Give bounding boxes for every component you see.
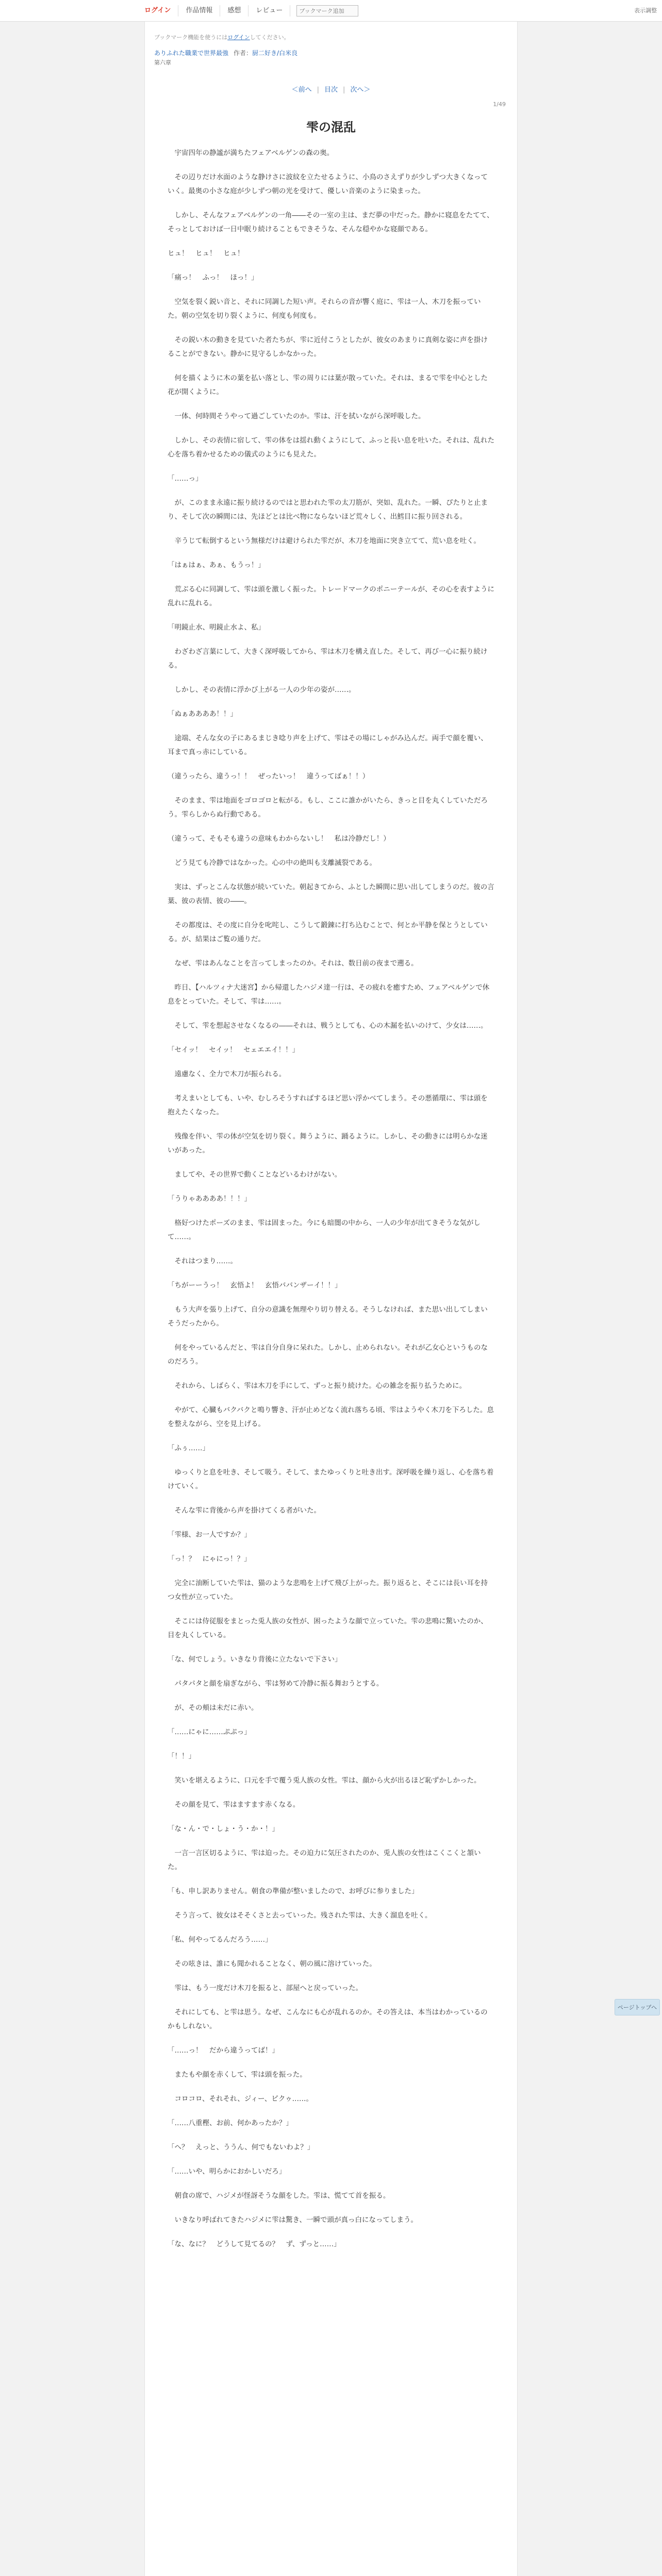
novel-paragraph: 「……っ」 <box>168 474 203 483</box>
next-link[interactable]: 次へ＞ <box>350 86 371 94</box>
novel-paragraph: 「はぁはぁ、あぁ、もうっ！」 <box>168 561 265 569</box>
novel-paragraph: いきなり呼ばれてきたハジメに雫は驚き、一瞬で頭が真っ白になってしまう。 <box>168 2216 418 2224</box>
novel-paragraph: なぜ、雫はあんなことを言ってしまったのか。それは、数日前の夜まで遡る。 <box>168 959 418 968</box>
novel-paragraph: そこには侍従服をまとった兎人族の女性が、困ったような顔で立っていた。雫の悲鳴に驚いたのか、目を丸くしている。 <box>168 1617 488 1639</box>
novel-paragraph: 遠慮なく、全力で木刀が振られる。 <box>168 1070 286 1078</box>
nav-link-review[interactable]: レビュー <box>249 5 290 16</box>
bookmark-input[interactable] <box>299 8 351 14</box>
novel-paragraph: が、その頬は未だに赤い。 <box>168 1704 258 1712</box>
novel-paragraph: ゆっくりと息を吐き、そして吸う。そして、またゆっくりと吐き出す。深呼吸を繰り返し、心を落ち着けていく。 <box>168 1468 494 1490</box>
novel-paragraph: 「ぬぁああああ！！」 <box>168 710 237 718</box>
novel-paragraph: ましてや、その世界で動くことなどいるわけがない。 <box>168 1171 342 1179</box>
novel-paragraph: もう大声を張り上げて、自分の意識を無理やり切り替える。そうしなければ、また思い出してしまいそうだったから。 <box>168 1306 488 1328</box>
novel-paragraph: その鋭い木の動きを見ていた者たちが、雫に近付こうとしたが、彼女のあまりに真剣な姿に声を掛けることができない。静かに見守るしかなかった。 <box>168 336 488 358</box>
bookmark-notice <box>145 22 517 44</box>
author-label: 作者： <box>234 49 253 57</box>
novel-paragraph: 格好つけたポーズのまま、雫は固まった。今にも暗闇の中から、一人の少年が出てきそうな気がして……。 <box>168 1219 481 1241</box>
novel-paragraph: 実は、ずっとこんな状態が続いていた。朝起きてから、ふとした瞬間に思い出してしまうのだ。彼の言葉、彼の表情、彼の――。 <box>168 883 494 905</box>
novel-paragraph: その呟きは、誰にも聞かれることなく、朝の風に溶けていった。 <box>168 1960 376 1968</box>
novel-paragraph: 「な・ん・で・しょ・う・か・！」 <box>168 1825 279 1833</box>
novel-paragraph: その辺りだけ水面のような静けさに波紋を立たせるように、小鳥のさえずりが少しずつ大きくなっていく。最奥の小さな庭が少しずつ朝の光を受けて、優しい音楽のように染まった。 <box>168 173 488 195</box>
novel-paragraph: 「明鏡止水、明鏡止水よ、私」 <box>168 623 265 632</box>
novel-paragraph: （違うって、そもそも違うの意味もわからないし！ 私は冷静だし！） <box>168 835 390 843</box>
series-header <box>145 44 517 57</box>
chapter-label: 第六章 <box>154 59 171 66</box>
novel-paragraph: 「！！」 <box>168 1752 195 1760</box>
episode-count: 1/49 <box>493 101 506 108</box>
prev-link[interactable]: ＜前へ <box>291 86 312 94</box>
nav-link-info[interactable]: 作品情報 <box>178 5 220 16</box>
novel-paragraph: そのまま、雫は地面をゴロゴロと転がる。もし、ここに誰かがいたら、きっと目を丸くしていただろう。雫らしからぬ行動である。 <box>168 796 488 819</box>
novel-paragraph: 「ふぅ……」 <box>168 1444 209 1452</box>
novel-paragraph: が、このまま永遠に振り続けるのではと思われた雫の太刀筋が、突如、乱れた。一瞬、ぴたりと止まり、そして次の瞬間には、先ほどとは比べ物にならないほど荒々しく、出鱈目に振り回される。 <box>168 499 488 521</box>
toc-link[interactable]: 目次 <box>324 86 338 94</box>
novel-paragraph: 昨日、【ハルツィナ大迷宮】から帰還したハジメ達一行は、その疲れを癒すため、フェアベルゲンで休息をとっていた。そして、雫は……。 <box>168 984 490 1006</box>
notice-prefix: ブックマーク機能を使うには <box>154 34 228 41</box>
novel-paragraph: 何を描くように木の葉を払い落とし、雫の周りには葉が散っていた。それは、まるで雫を中心とした花が開くように。 <box>168 374 488 396</box>
novel-paragraph: 雫は、もう一度だけ木刀を振ると、部屋へと戻っていった。 <box>168 1984 362 1992</box>
novel-paragraph: 完全に油断していた雫は、猫のような悲鳴を上げて飛び上がった。振り返ると、そこには長い耳を持つ女性が立っていた。 <box>168 1579 488 1601</box>
novel-paragraph: 「っ！？ にゃにっ！？」 <box>168 1555 251 1563</box>
novel-paragraph: またもや顔を赤くして、雫は頭を振った。 <box>168 2071 307 2079</box>
novel-body <box>145 135 517 2251</box>
novel-paragraph: その都度は、その度に自分を叱咤し、こうして鍛錬に打ち込むことで、何とか平静を保とうとしている。が、結果はご覧の通りだ。 <box>168 921 488 943</box>
nav-link-impressions[interactable]: 感想 <box>220 5 249 16</box>
notice-login-link[interactable]: ログイン <box>227 34 250 41</box>
novel-paragraph: 「……八重樫、お前、何かあったか？」 <box>168 2119 293 2127</box>
bookmark-box[interactable] <box>296 5 358 16</box>
novel-paragraph: そして、雫を想起させなくなるの――それは、戦うとしても、心の木漏を払いのけて、少女は……。 <box>168 1022 488 1030</box>
novel-paragraph: （違うったら、違うっ！！ ぜったいっ！ 違うってばぁ！！） <box>168 772 370 781</box>
login-link[interactable]: ログイン <box>144 5 178 16</box>
novel-paragraph: 「セイッ！ セイッ！ セェエエイ！！」 <box>168 1046 300 1054</box>
novel-paragraph: 「へ？ えっと、ううん、何でもないわよ？」 <box>168 2143 315 2151</box>
novel-paragraph: 「痛っ！ ふっ！ ほっ！」 <box>168 274 258 282</box>
episode-title: 雫の混乱 <box>306 120 356 134</box>
author-link[interactable]: 厨二好き/白米良 <box>252 49 298 57</box>
pager <box>145 84 517 94</box>
novel-paragraph: どう見ても冷静ではなかった。心の中の絶叫も支離滅裂である。 <box>168 859 376 867</box>
novel-paragraph: 「……っ！ だから違うってば！」 <box>168 2046 279 2055</box>
novel-paragraph: パタパタと顔を扇ぎながら、雫は努めて冷静に振る舞おうとする。 <box>168 1680 384 1688</box>
novel-paragraph: しかし、その表情に宿して、雫の体をは揺れ動くようにして、ふっと長い息を吐いた。それは、乱れた心を落ち着かせるための儀式のようにも見えた。 <box>168 436 494 459</box>
novel-paragraph: 笑いを堪えるように、口元を手で覆う兎人族の女性。雫は、顔から火が出るほど恥ずかしかった。 <box>168 1776 481 1785</box>
novel-paragraph: やがて、心臓もバクバクと鳴り響き、汗が止めどなく流れ落ちる頃、雫はようやく木刀を下ろした。息を整えながら、空を見上げる。 <box>168 1406 494 1428</box>
novel-paragraph: 「も、申し訳ありません。朝食の準備が整いましたので、お呼びに参りました」 <box>168 1887 419 1895</box>
novel-paragraph: 荒ぶる心に同調して、雫は頭を激しく振った。トレードマークのポニーテールが、その心を表すように乱れに乱れる。 <box>168 585 494 607</box>
novel-paragraph: 宇宙四年の静謐が満ちたフェアベルゲンの森の奥。 <box>168 149 334 157</box>
novel-paragraph: 残像を伴い、雫の体が空気を切り裂く。舞うように、踊るように。しかし、その動きには明らかな迷いがあった。 <box>168 1132 488 1155</box>
notice-suffix: してください。 <box>250 34 290 41</box>
novel-paragraph: 空気を裂く鋭い音と、それに同調した短い声。それらの音が響く庭に、雫は一人、木刀を振っていた。朝の空気を切り裂くように、何度も何度も。 <box>168 298 481 320</box>
pager-separator: | <box>343 86 345 94</box>
novel-paragraph: 「ちがーーうっ！ 玄悟よ！ 玄悟ババンザーイ！！」 <box>168 1281 342 1290</box>
top-nav <box>144 5 358 16</box>
novel-paragraph: しかし、そんなフェアベルゲンの一角――その一室の主は、まだ夢の中だった。静かに寝息をたてて、そっとしておけば一日中眠り続けることもできそうな、そんな穏やかな寝顔である。 <box>168 211 494 233</box>
novel-paragraph: 一言一言区切るように、雫は迫った。その迫力に気圧されたのか、兎人族の女性はこくこくと頷いた。 <box>168 1849 481 1871</box>
novel-paragraph: 朝食の席で、ハジメが怪訝そうな顔をした。雫は、慌てて首を振る。 <box>168 2192 390 2200</box>
novel-paragraph: そう言って、彼女はそそくさと去っていった。残された雫は、大きく溜息を吐く。 <box>168 1911 432 1920</box>
novel-paragraph: 「……にゃに……ぷぷっ」 <box>168 1728 251 1736</box>
pager-separator: | <box>317 86 319 94</box>
novel-paragraph: ヒュ！ ヒュ！ ヒュ！ <box>168 249 244 258</box>
series-title-link[interactable]: ありふれた職業で世界最強 <box>154 49 229 57</box>
novel-paragraph: しかし、その表情に浮かび上がる一人の少年の姿が……。 <box>168 686 356 694</box>
novel-paragraph: 何をやっているんだと、雫は自分自身に呆れた。しかし、止められない。それが乙女心というものなのだろう。 <box>168 1344 488 1366</box>
novel-paragraph: 「うりゃああああ！！！」 <box>168 1195 251 1203</box>
novel-paragraph: コロコロ、それそれ、ジィー、ピクゥ……。 <box>168 2095 313 2103</box>
novel-paragraph: わざわざ言葉にして、大きく深呼吸してから、雫は木刀を構え直した。そして、再び一心に振り続ける。 <box>168 648 488 670</box>
novel-paragraph: 「な、なに？ どうして見てるの？ ず、ずっと……」 <box>168 2240 341 2248</box>
novel-paragraph: それから、しばらく、雫は木刀を手にして、ずっと振り続けた。心の雑念を振り払うために。 <box>168 1382 467 1390</box>
novel-paragraph: 「私、何やってるんだろう……」 <box>168 1936 272 1944</box>
novel-paragraph: それはつまり……。 <box>168 1257 237 1265</box>
top-bar <box>0 0 662 22</box>
novel-container <box>144 22 518 2576</box>
novel-paragraph: その顔を見て、雫はますます赤くなる。 <box>168 1801 300 1809</box>
novel-paragraph: 一体、何時間そうやって過ごしていたのか。雫は、汗を拭いながら深呼吸した。 <box>168 412 425 420</box>
display-settings-button[interactable]: 表示調整 <box>634 7 657 14</box>
novel-paragraph: 「……いや、明らかにおかしいだろ」 <box>168 2167 286 2176</box>
page-top-button[interactable]: ページトップへ <box>615 1999 660 2015</box>
novel-paragraph: 「雫様、お一人ですか？」 <box>168 1531 251 1539</box>
novel-paragraph: 考えまいとしても、いや、むしろそうすればするほど思い浮かべてしまう。その悪循環に、雫は頭を抱えたくなった。 <box>168 1094 488 1116</box>
novel-paragraph: それにしても、と雫は思う。なぜ、こんなにも心が乱れるのか。その答えは、本当はわかっているのかもしれない。 <box>168 2008 488 2030</box>
novel-paragraph: 途端、そんな女の子にあるまじき唸り声を上げて、雫はその場にしゃがみ込んだ。両手で顔を覆い、耳まで真っ赤にしている。 <box>168 734 488 756</box>
novel-paragraph: そんな雫に背後から声を掛けてくる者がいた。 <box>168 1506 321 1515</box>
novel-paragraph: 「な、何でしょう。いきなり背後に立たないで下さい」 <box>168 1655 342 1664</box>
novel-paragraph: 辛うじて転倒するという無様だけは避けられた雫だが、木刀を地面に突き立てて、荒い息を吐く。 <box>168 537 481 545</box>
